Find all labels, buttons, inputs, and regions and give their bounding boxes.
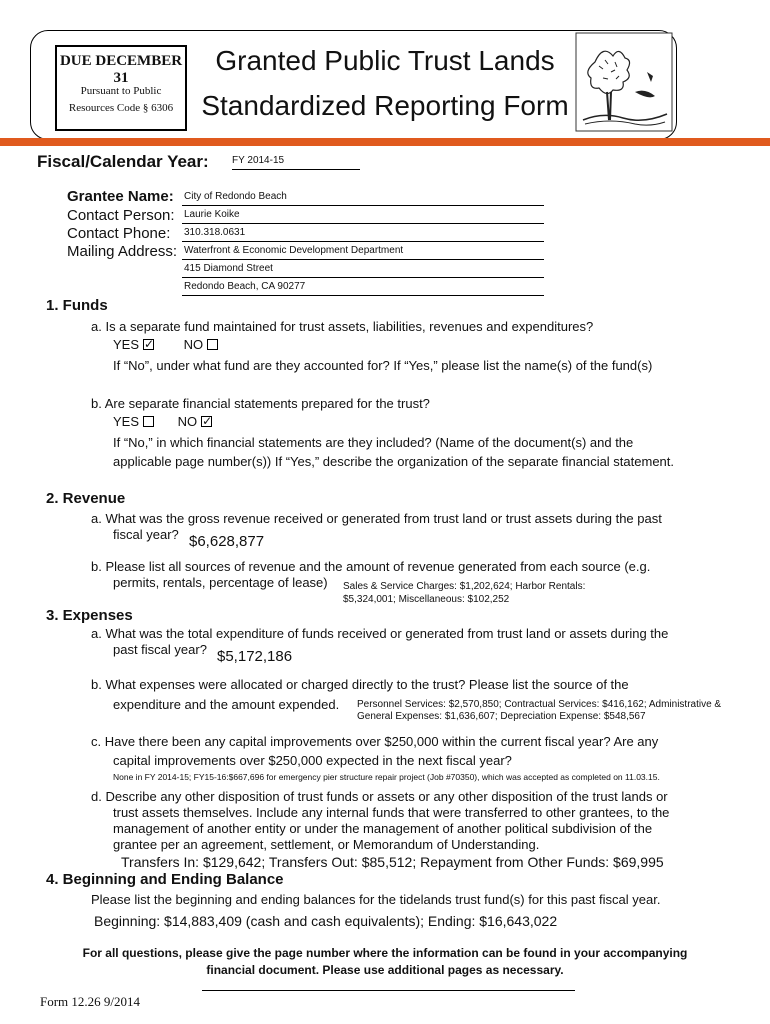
due-date-box: [55, 45, 187, 131]
revenue-sources-answer-1[interactable]: Sales & Service Charges: $1,202,624; Harbor Rentals:: [343, 581, 586, 592]
balance-question: Please list the beginning and ending balances for the tidelands trust fund(s) for this past fiscal year.: [91, 892, 661, 907]
grantee-name-field[interactable]: City of Redondo Beach: [182, 191, 544, 206]
form-number: Form 12.26 9/2014: [40, 994, 141, 1009]
form-title-line-2: Standardized Reporting Form: [201, 90, 569, 121]
funds-a-followup: If “No”, under what fund are they accounted for? If “Yes,” please list the name(s) of the fund(s): [113, 358, 653, 373]
grantee-name-label: Grantee Name:: [67, 188, 174, 205]
expenses-question-c-1: c. Have there been any capital improvements over $250,000 within the current fiscal year? Are any: [91, 734, 659, 749]
contact-person-label: Contact Person:: [67, 207, 175, 224]
statute-reference: [57, 83, 185, 117]
revenue-question-a-2: fiscal year?: [113, 527, 179, 542]
funds-a-yes-checkbox[interactable]: [143, 339, 154, 350]
revenue-question-a-1: a. What was the gross revenue received or generated from trust land or trust assets during the past: [91, 511, 662, 526]
header-accent-bar: [0, 138, 770, 146]
revenue-question-b-1: b. Please list all sources of revenue and the amount of revenue generated from each source (e.g.: [91, 559, 651, 574]
expenses-question-c-2: capital improvements over $250,000 expected in the next fiscal year?: [113, 753, 512, 768]
capital-improvements-answer[interactable]: None in FY 2014-15; FY15-16:$667,696 for emergency pier structure repair project (Job #70350), which was accepted as completed on 11.03.15.: [113, 772, 660, 782]
funds-b-options: [113, 412, 212, 431]
contact-person-field[interactable]: Laurie Koike: [182, 209, 544, 224]
fiscal-year-field[interactable]: FY 2014-15: [232, 155, 360, 170]
form-title-line-1: Granted Public Trust Lands: [215, 45, 555, 76]
expenses-direct-answer-1[interactable]: Personnel Services: $2,570,850; Contractual Services: $416,162; Administrative &: [357, 699, 722, 710]
mailing-address-line-3[interactable]: Redondo Beach, CA 90277: [182, 281, 544, 296]
revenue-question-b-2: permits, rentals, percentage of lease): [113, 575, 328, 590]
funds-question-b: b. Are separate financial statements prepared for the trust?: [91, 396, 430, 411]
funds-a-options: [113, 335, 218, 354]
funds-b-yes-checkbox[interactable]: [143, 416, 154, 427]
section-balance-heading: 4. Beginning and Ending Balance: [46, 871, 284, 888]
expenses-question-d-4: grantee per an agreement, settlement, or Memorandum of Understanding.: [113, 837, 540, 852]
expenses-question-a-1: a. What was the total expenditure of funds received or generated from trust land or assets during the: [91, 626, 669, 641]
expenses-question-d-3: management of another entity or under the management of another political subdivision of the: [113, 821, 653, 836]
statute-line-1: Pursuant to Public: [80, 85, 162, 97]
funds-b-no-label: NO: [177, 414, 198, 429]
signature-line: [202, 990, 575, 991]
expenses-question-d-2: trust assets themselves. Include any internal funds that were transferred to other grantees, to the: [113, 805, 670, 820]
section-funds-heading: 1. Funds: [46, 297, 108, 314]
contact-phone-field[interactable]: 310.318.0631: [182, 227, 544, 242]
footer-instructions-line-1: For all questions, please give the page number where the information can be found in your accompanying: [82, 946, 688, 960]
section-expenses-heading: 3. Expenses: [46, 607, 133, 624]
funds-b-followup-2: applicable page number(s)) If “Yes,” describe the organization of the separate financial statement.: [113, 454, 675, 469]
footer-instructions-line-2: financial document. Please use additional pages as necessary.: [206, 963, 564, 977]
contact-phone-label: Contact Phone:: [67, 225, 171, 242]
funds-b-no-checkbox[interactable]: [201, 416, 212, 427]
other-dispositions-answer[interactable]: Transfers In: $129,642; Transfers Out: $85,512; Repayment from Other Funds: $69,995: [121, 854, 664, 870]
expenses-question-a-2: past fiscal year?: [113, 642, 207, 657]
statute-line-2: Resources Code § 6306: [68, 102, 174, 114]
funds-question-a: a. Is a separate fund maintained for trust assets, liabilities, revenues and expenditures?: [91, 319, 594, 334]
funds-a-no-checkbox[interactable]: [207, 339, 218, 350]
due-date-text: DUE DECEMBER 31: [59, 53, 183, 86]
funds-b-followup-1: If “No,” in which financial statements are they included? (Name of the document(s) and the: [113, 435, 634, 450]
mailing-address-label: Mailing Address:: [67, 243, 178, 260]
fiscal-year-label: Fiscal/Calendar Year:: [37, 152, 209, 171]
funds-b-yes-label: YES: [113, 414, 140, 429]
expenses-direct-answer-2[interactable]: General Expenses: $1,636,607; Depreciation Expense: $548,567: [357, 711, 646, 722]
balance-answer[interactable]: Beginning: $14,883,409 (cash and cash equivalents); Ending: $16,643,022: [94, 913, 558, 929]
funds-a-no-label: NO: [183, 337, 204, 352]
expenses-question-b-2: expenditure and the amount expended.: [113, 697, 340, 712]
mailing-address-line-1[interactable]: Waterfront & Economic Development Department: [182, 245, 544, 260]
gross-revenue-answer[interactable]: $6,628,877: [189, 533, 265, 550]
footer-instructions: [40, 945, 730, 979]
expenses-question-b-1: b. What expenses were allocated or charged directly to the trust? Please list the source of the: [91, 677, 629, 692]
section-revenue-heading: 2. Revenue: [46, 490, 126, 507]
tree-logo-icon: [575, 32, 673, 132]
expenses-question-d-1: d. Describe any other disposition of trust funds or assets or any other disposition of the trust lands or: [91, 789, 668, 804]
funds-a-yes-label: YES: [113, 337, 140, 352]
revenue-sources-answer-2[interactable]: $5,324,001; Miscellaneous: $102,252: [343, 594, 510, 605]
total-expenditure-answer[interactable]: $5,172,186: [217, 648, 293, 665]
mailing-address-line-2[interactable]: 415 Diamond Street: [182, 263, 544, 278]
